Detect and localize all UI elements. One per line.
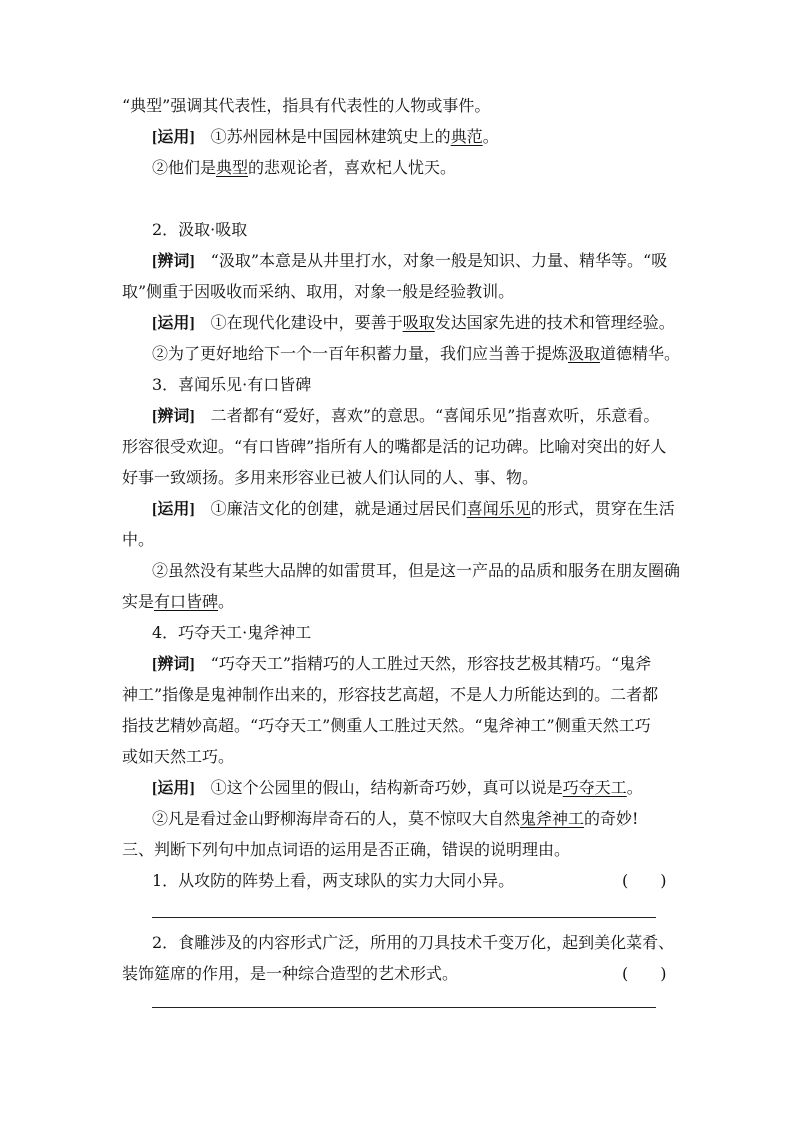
text: ①在现代化建设中，要善于: [210, 313, 403, 332]
text: “巧夺天工”指精巧的人工胜过天然，形容技艺极其精巧。“鬼斧: [210, 654, 652, 673]
section-heading: [152, 219, 247, 241]
text: 发达国家先进的技术和管理经验。: [434, 313, 675, 332]
definition-tag: [辨词]: [152, 656, 195, 673]
text: 。: [626, 778, 643, 797]
usage-line: [152, 777, 643, 800]
answer-bracket[interactable]: ( ): [622, 871, 667, 890]
text: 道德精华。: [600, 344, 681, 363]
text: 的形式，贯穿在生活: [530, 499, 675, 518]
text: 神工”指像是鬼神制作出来的，形容技艺高超，不是人力所能达到的。二者都: [122, 685, 659, 704]
question-text: 装饰筵席的作用，是一种综合造型的艺术形式。: [122, 964, 459, 983]
definition-line: [122, 746, 234, 768]
heading-text: 3．喜闻乐见·有口皆碑: [152, 375, 312, 394]
text: ②虽然没有某些大品牌的如雷贯耳，但是这一产品的品质和服务在朋友圈确: [152, 561, 681, 580]
definition-tag: [辨词]: [152, 408, 195, 425]
usage-line: [152, 312, 675, 335]
usage-tag: [运用]: [152, 501, 195, 518]
text: 中。: [122, 530, 155, 549]
question-text: 1．从攻防的阵势上看，两支球队的实力大同小异。: [152, 871, 515, 890]
definition-line: [122, 467, 538, 489]
underlined-term: 典范: [450, 127, 483, 146]
text: 实是: [122, 592, 155, 611]
usage-line: [152, 560, 680, 582]
heading-text: 三、判断下列句中加点词语的运用是否正确，错误的说明理由。: [122, 840, 571, 859]
text: ②他们是: [152, 158, 217, 177]
text: 形容很受欢迎。“有口皆碑”指所有人的嘴都是活的记功碑。比喻对突出的好人: [122, 437, 667, 456]
text: 二者都有“爱好，喜欢”的意思。“喜闻乐见”指喜欢听，乐意看。: [210, 406, 660, 425]
text: ②凡是看过金山野柳海岸奇石的人，莫不惊叹大自然: [152, 809, 521, 828]
usage-tag: [运用]: [152, 780, 195, 797]
text: “汲取”本意是从井里打水，对象一般是知识、力量、精华等。“吸: [210, 251, 668, 270]
text: 的悲观论者，喜欢杞人忧天。: [248, 158, 457, 177]
text: 或如天然工巧。: [122, 747, 235, 766]
usage-line: [152, 498, 675, 521]
usage-tag: [运用]: [152, 315, 195, 332]
text: 。: [218, 592, 235, 611]
section-heading: [152, 622, 311, 644]
underlined-term: 典型: [216, 158, 249, 177]
definition-line: [122, 684, 658, 706]
definition-line: [152, 405, 659, 428]
definition-line: [152, 653, 651, 676]
text: 取”侧重于因吸收而采纳、取用，对象一般是经验教训。: [122, 282, 515, 301]
answer-line[interactable]: [152, 1007, 656, 1008]
section-heading: [122, 839, 570, 861]
question-text: 2．食雕涉及的内容形式广泛，所用的刀具技术千变万化，起到美化菜肴、: [152, 933, 675, 952]
section-heading: [152, 374, 311, 396]
usage-line: [122, 529, 154, 551]
answer-bracket[interactable]: ( ): [622, 964, 667, 983]
underlined-term: 吸取: [402, 313, 435, 332]
usage-line: [152, 808, 638, 830]
text: ①苏州园林是中国园林建筑史上的: [210, 127, 451, 146]
question-2: [152, 932, 674, 954]
definition-tag: [辨词]: [152, 253, 195, 270]
text: ②为了更好地给下一个一百年积蓄力量，我们应当善于提炼: [152, 344, 569, 363]
usage-tag: [运用]: [152, 129, 195, 146]
underlined-term: 喜闻乐见: [466, 499, 531, 518]
underlined-term: 汲取: [568, 344, 601, 363]
heading-text: 4．巧夺天工·鬼斧神工: [152, 623, 312, 642]
definition-line: [122, 281, 514, 303]
question-1: [152, 870, 514, 892]
text: 的奇妙!: [584, 809, 639, 828]
usage-line: [122, 591, 234, 613]
question-2-cont: [122, 963, 458, 985]
usage-line: [152, 343, 680, 365]
text: 指技艺精妙高超。“巧夺天工”侧重人工胜过天然。“鬼斧神工”侧重天然工巧: [122, 716, 651, 735]
text: 。: [482, 127, 499, 146]
underlined-term: 鬼斧神工: [520, 809, 585, 828]
usage-line: [152, 157, 456, 179]
heading-text: 2．汲取·吸取: [152, 220, 248, 239]
text: “典型”强调其代表性，指具有代表性的人物或事件。: [122, 96, 491, 115]
definition-line: [122, 715, 651, 737]
definition-line: [122, 436, 666, 458]
text: ①这个公园里的假山，结构新奇巧妙，真可以说是: [210, 778, 563, 797]
definition-line: [152, 250, 667, 273]
answer-line[interactable]: [152, 917, 656, 918]
underlined-term: 巧夺天工: [562, 778, 627, 797]
paragraph-line: [122, 95, 490, 117]
text: 好事一致颂扬。多用来形容业已被人们认同的人、事、物。: [122, 468, 539, 487]
usage-line: [152, 126, 499, 149]
text: ①廉洁文化的创建，就是通过居民们: [210, 499, 467, 518]
underlined-term: 有口皆碑: [154, 592, 219, 611]
